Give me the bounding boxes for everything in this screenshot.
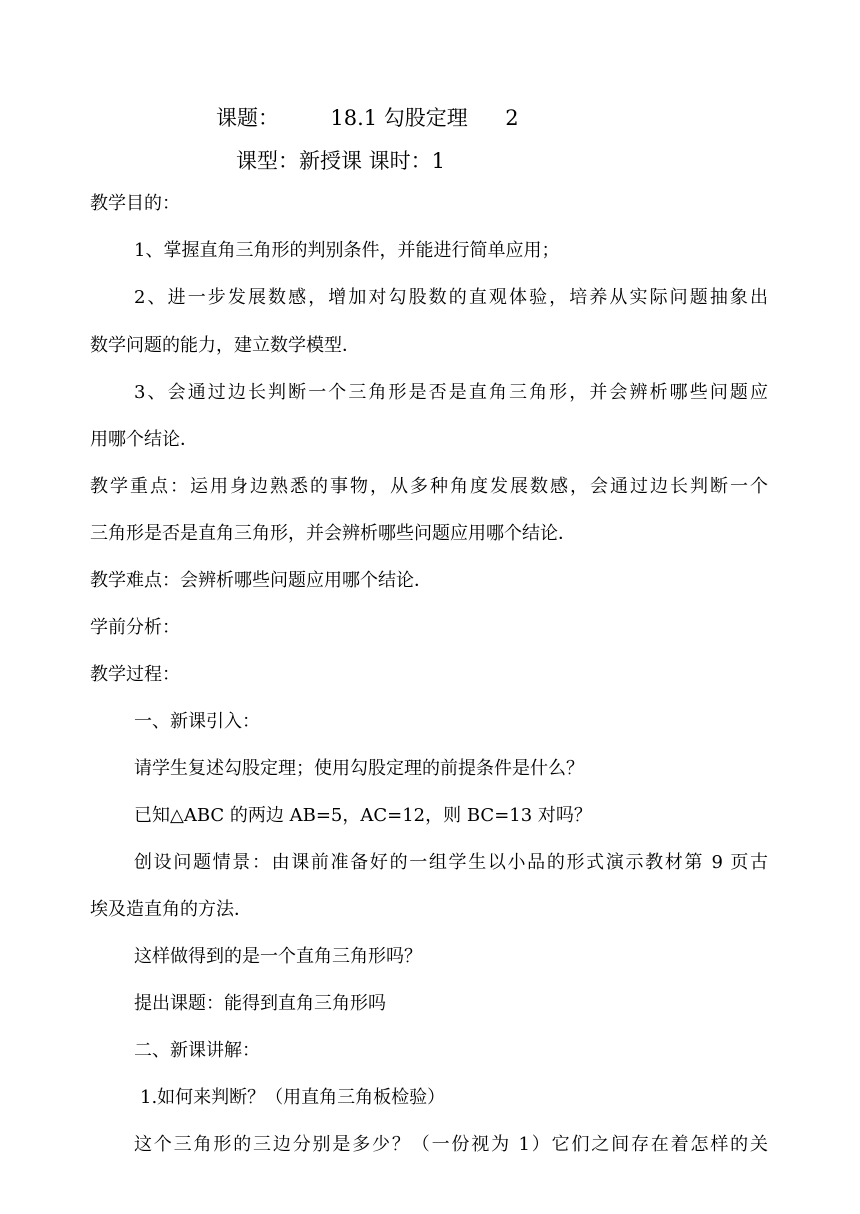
difficulties-line: 教学难点：会辨析哪些问题应用哪个结论． bbox=[90, 570, 432, 591]
key-points-line-1: 教学重点：运用身边熟悉的事物，从多种角度发展数感，会通过边长判断一个 bbox=[90, 476, 768, 497]
question-line: 这样做得到的是一个直角三角形吗？ bbox=[134, 946, 422, 967]
title-label: 课题： bbox=[216, 106, 279, 130]
objective-1: 1、掌握直角三角形的判别条件，并能进行简单应用； bbox=[134, 240, 560, 261]
intro-line-2: 已知△ABC 的两边 AB=5，AC=12，则 BC=13 对吗？ bbox=[134, 805, 592, 826]
intro-line-1: 请学生复述勾股定理；使用勾股定理的前提条件是什么？ bbox=[134, 758, 584, 779]
lecture-line-1: 1.如何来判断？（用直角三角板检验） bbox=[140, 1087, 446, 1108]
topic-line: 提出课题：能得到直角三角形吗 bbox=[134, 993, 386, 1014]
process-heading: 教学过程： bbox=[90, 664, 180, 685]
title-value: 18.1 勾股定理 bbox=[330, 106, 468, 130]
objective-2-line-2: 数学问题的能力，建立数学模型． bbox=[90, 335, 360, 356]
scenario-line-2: 埃及造直角的方法． bbox=[90, 899, 252, 920]
pre-analysis-heading: 学前分析： bbox=[90, 617, 180, 638]
objective-3-line-1: 3、会通过边长判断一个三角形是否是直角三角形，并会辨析哪些问题应 bbox=[134, 382, 768, 403]
scenario-line-1: 创设问题情景：由课前准备好的一组学生以小品的形式演示教材第 9 页古 bbox=[134, 852, 768, 873]
lecture-heading: 二、新课讲解： bbox=[134, 1040, 260, 1061]
title-part: 2 bbox=[505, 106, 519, 130]
lecture-line-2: 这个三角形的三边分别是多少？（一份视为 1）它们之间存在着怎样的关 bbox=[134, 1134, 768, 1155]
lesson-title bbox=[216, 104, 519, 132]
objectives-heading: 教学目的： bbox=[90, 193, 180, 214]
key-points-line-2: 三角形是否是直角三角形，并会辨析哪些问题应用哪个结论． bbox=[90, 523, 576, 544]
objective-2-line-1: 2、进一步发展数感，增加对勾股数的直观体验，培养从实际问题抽象出 bbox=[134, 287, 768, 308]
lesson-type-line: 课型：新授课 课时：1 bbox=[236, 149, 446, 173]
objective-3-line-2: 用哪个结论． bbox=[90, 429, 198, 450]
intro-heading: 一、新课引入： bbox=[134, 711, 260, 732]
